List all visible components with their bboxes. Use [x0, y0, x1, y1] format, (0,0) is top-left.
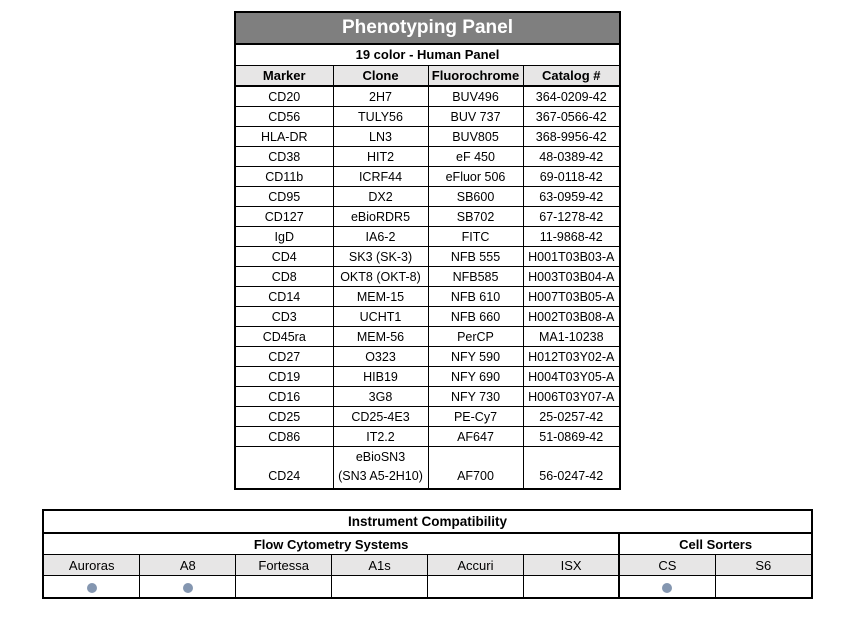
cell-marker: CD3 [236, 307, 333, 327]
cell-sorters-label: Cell Sorters [619, 533, 811, 555]
cell-catalog: 368-9956-42 [523, 127, 619, 147]
cell-catalog: 63-0959-42 [523, 187, 619, 207]
cell-fluorochrome: SB702 [428, 207, 523, 227]
cell-fluorochrome: BUV496 [428, 86, 523, 107]
instrument-fortessa: Fortessa [236, 555, 332, 576]
cell-clone: DX2 [333, 187, 428, 207]
cell-marker: CD45ra [236, 327, 333, 347]
cell-catalog: 51-0869-42 [523, 427, 619, 447]
cell-fluorochrome: FITC [428, 227, 523, 247]
table-row [236, 367, 619, 387]
cell-fluorochrome: NFB 660 [428, 307, 523, 327]
cell-fluorochrome: SB600 [428, 187, 523, 207]
compat-cell-isx [523, 576, 619, 598]
table-row [236, 347, 619, 367]
flow-cytometry-label: Flow Cytometry Systems [44, 533, 619, 555]
table-row [236, 447, 619, 489]
cell-clone-line2: (SN3 A5-2H10) [338, 469, 423, 483]
table-row [236, 287, 619, 307]
cell-fluorochrome: PE-Cy7 [428, 407, 523, 427]
cell-marker: CD25 [236, 407, 333, 427]
cell-marker: CD16 [236, 387, 333, 407]
cell-clone: IT2.2 [333, 427, 428, 447]
cell-clone: eBioRDR5 [333, 207, 428, 227]
cell-marker: CD24 [236, 447, 333, 489]
cell-marker: CD27 [236, 347, 333, 367]
instrument-auroras: Auroras [44, 555, 140, 576]
cell-catalog: 69-0118-42 [523, 167, 619, 187]
table-row [236, 427, 619, 447]
cell-clone: HIT2 [333, 147, 428, 167]
cell-marker: CD19 [236, 367, 333, 387]
compat-table [44, 511, 811, 597]
table-row [236, 407, 619, 427]
cell-clone [333, 447, 428, 489]
instrument-accuri: Accuri [428, 555, 524, 576]
cell-fluorochrome: NFB 610 [428, 287, 523, 307]
cell-marker: IgD [236, 227, 333, 247]
table-row [236, 167, 619, 187]
compatible-dot-icon [662, 583, 672, 593]
cell-catalog: MA1-10238 [523, 327, 619, 347]
cell-fluorochrome: eF 450 [428, 147, 523, 167]
instrument-s6: S6 [715, 555, 811, 576]
table-row [236, 327, 619, 347]
cell-marker: CD14 [236, 287, 333, 307]
cell-clone: ICRF44 [333, 167, 428, 187]
cell-catalog: H004T03Y05-A [523, 367, 619, 387]
cell-clone: OKT8 (OKT-8) [333, 267, 428, 287]
table-row [236, 187, 619, 207]
table-row [236, 247, 619, 267]
instrument-compatibility [42, 509, 813, 599]
cell-clone: UCHT1 [333, 307, 428, 327]
compatible-dot-icon [183, 583, 193, 593]
cell-marker: CD11b [236, 167, 333, 187]
table-row [236, 147, 619, 167]
cell-clone-line1: eBioSN3 [355, 450, 406, 464]
compatible-dot-icon [87, 583, 97, 593]
cell-catalog: H007T03B05-A [523, 287, 619, 307]
cell-clone: LN3 [333, 127, 428, 147]
table-row [236, 127, 619, 147]
cell-fluorochrome: AF647 [428, 427, 523, 447]
table-row [236, 307, 619, 327]
instrument-a1s: A1s [332, 555, 428, 576]
panel-subtitle: 19 color - Human Panel [236, 45, 619, 66]
cell-marker: CD86 [236, 427, 333, 447]
cell-catalog: 25-0257-42 [523, 407, 619, 427]
panel-header-row [236, 66, 619, 86]
cell-fluorochrome: NFY 730 [428, 387, 523, 407]
cell-catalog: 48-0389-42 [523, 147, 619, 167]
cell-clone: MEM-56 [333, 327, 428, 347]
cell-catalog: H002T03B08-A [523, 307, 619, 327]
cell-marker: CD8 [236, 267, 333, 287]
compat-cell-a8 [140, 576, 236, 598]
cell-catalog: 11-9868-42 [523, 227, 619, 247]
cell-fluorochrome: NFY 590 [428, 347, 523, 367]
cell-fluorochrome: BUV 737 [428, 107, 523, 127]
cell-marker: CD56 [236, 107, 333, 127]
column-header-catalog: Catalog # [523, 66, 619, 86]
cell-marker: CD38 [236, 147, 333, 167]
cell-catalog: 56-0247-42 [539, 469, 604, 483]
cell-clone: 3G8 [333, 387, 428, 407]
compat-cell-accuri [428, 576, 524, 598]
cell-fluorochrome: BUV805 [428, 127, 523, 147]
cell-marker: CD20 [236, 86, 333, 107]
cell-fluorochrome: PerCP [428, 327, 523, 347]
cell-clone: MEM-15 [333, 287, 428, 307]
cell-catalog: 67-1278-42 [523, 207, 619, 227]
compat-cell-cs [619, 576, 715, 598]
cell-marker: CD95 [236, 187, 333, 207]
cell-fluorochrome: AF700 [428, 447, 523, 489]
column-header-clone: Clone [333, 66, 428, 86]
table-row [236, 107, 619, 127]
instrument-a8: A8 [140, 555, 236, 576]
panel-table [236, 66, 619, 488]
table-row [236, 387, 619, 407]
compat-title: Instrument Compatibility [44, 511, 811, 533]
cell-clone: CD25-4E3 [333, 407, 428, 427]
table-row [236, 207, 619, 227]
cell-catalog: H006T03Y07-A [523, 387, 619, 407]
cell-clone: HIB19 [333, 367, 428, 387]
cell-catalog: 364-0209-42 [523, 86, 619, 107]
compat-cell-s6 [715, 576, 811, 598]
compat-cell-fortessa [236, 576, 332, 598]
phenotyping-panel [234, 11, 621, 490]
panel-title: Phenotyping Panel [236, 13, 619, 45]
compat-cell-auroras [44, 576, 140, 598]
instrument-cs: CS [619, 555, 715, 576]
column-header-fluorochrome: Fluorochrome [428, 66, 523, 86]
cell-clone: TULY56 [333, 107, 428, 127]
cell-fluorochrome: eFluor 506 [428, 167, 523, 187]
cell-clone: O323 [333, 347, 428, 367]
table-row [236, 227, 619, 247]
cell-catalog: H012T03Y02-A [523, 347, 619, 367]
cell-catalog: 367-0566-42 [523, 107, 619, 127]
cell-fluorochrome: NFB 555 [428, 247, 523, 267]
table-row [236, 86, 619, 107]
instrument-isx: ISX [523, 555, 619, 576]
cell-clone: SK3 (SK-3) [333, 247, 428, 267]
cell-clone: 2H7 [333, 86, 428, 107]
cell-fluorochrome: NFY 690 [428, 367, 523, 387]
compat-cell-a1s [332, 576, 428, 598]
cell-marker: CD127 [236, 207, 333, 227]
cell-clone: IA6-2 [333, 227, 428, 247]
column-header-marker: Marker [236, 66, 333, 86]
cell-catalog: H003T03B04-A [523, 267, 619, 287]
cell-marker: CD4 [236, 247, 333, 267]
cell-fluorochrome: NFB585 [428, 267, 523, 287]
table-row [236, 267, 619, 287]
cell-marker: HLA-DR [236, 127, 333, 147]
cell-catalog: H001T03B03-A [523, 247, 619, 267]
